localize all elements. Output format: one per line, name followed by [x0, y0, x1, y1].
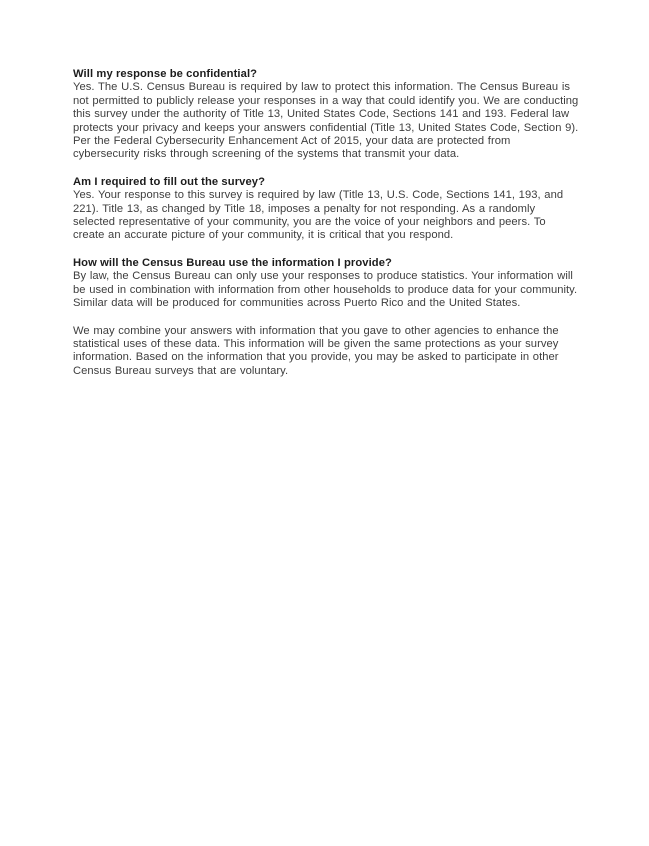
section-paragraph: Yes. The U.S. Census Bureau is required by law to protect this information. The Census Bureau is not permitted to publicly release your responses in a way that could identify you. We are conducting this survey under the authority of Title 13, United States Code, Sections 141 and 193. Federal law protects your privacy and keeps your answers confidential (Title 13, United States Code, Section 9). Per the Federal Cybersecurity Enhancement Act of 2015, your data are protected from cybersecurity risks through screening of the systems that transmit your data.: [73, 81, 579, 161]
section-paragraph: We may combine your answers with information that you gave to other agencies to enhance the statistical uses of these data. This information will be given the same protections as your survey information. Based on the information that you provide, you may be asked to participate in other Census Bureau surveys that are voluntary.: [73, 324, 559, 377]
faq-section-information-use: [73, 257, 580, 378]
section-heading: How will the Census Bureau use the information I provide?: [73, 256, 392, 269]
section-heading: Am I required to fill out the survey?: [73, 175, 266, 188]
faq-section-required: [73, 176, 580, 243]
faq-content-column: [73, 62, 580, 392]
section-paragraph: Yes. Your response to this survey is required by law (Title 13, U.S. Code, Sections 141, 193, and 221). Title 13, as changed by Title 18, imposes a penalty for not responding. As a randomly selected representative of your community, you are the voice of your neighbors and peers. To create an accurate picture of your community, it is critical that you respond.: [73, 189, 564, 242]
section-heading: Will my response be confidential?: [73, 68, 258, 80]
faq-section-confidentiality: [73, 68, 580, 162]
section-paragraph: By law, the Census Bureau can only use your responses to produce statistics. Your information will be used in combination with information from other households to produce data for your community. Similar data will be produced for communities across Puerto Rico and the United States.: [73, 270, 578, 310]
